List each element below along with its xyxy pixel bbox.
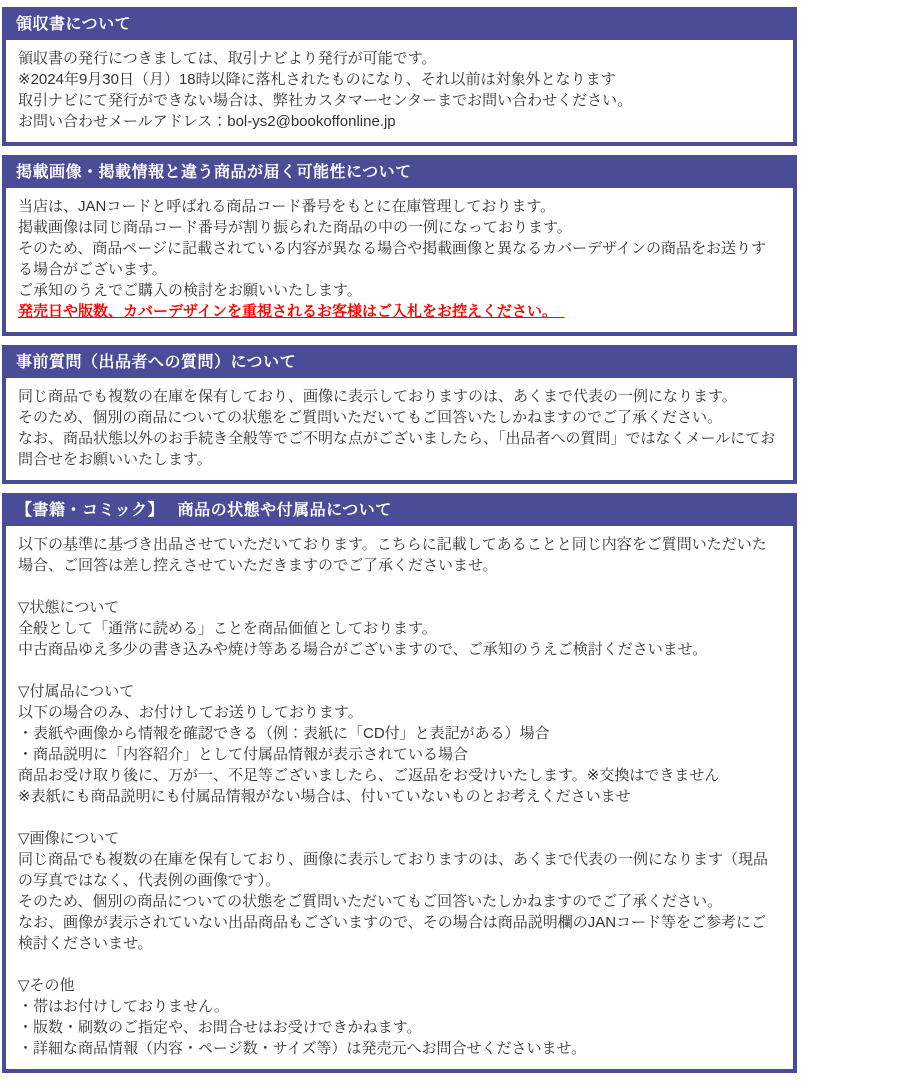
text-line: ・表紙や画像から情報を確認できる（例：表紙に「CD付」と表記がある）場合 (18, 725, 550, 742)
text-line: ・詳細な商品情報（内容・ページ数・サイズ等）は発売元へお問合せくださいませ。 (18, 1040, 587, 1057)
text-line: そのため、商品ページに記載されている内容が異なる場合や掲載画像と異なるカバーデザインの商品をお送りする場合がございます。 (18, 240, 767, 278)
text-line: ・帯はお付けしておりません。 (18, 998, 229, 1015)
text-line: なお、商品状態以外のお手続き全般等でご不明な点がございましたら、「出品者への質問」ではなくメールにてお問合せをお願いいたします。 (18, 430, 776, 468)
text-line: ※2024年9月30日（月）18時以降に落札されたものになり、それ以前は対象外となります (18, 71, 616, 88)
blank-line (18, 954, 781, 975)
section-book-condition-body (6, 526, 793, 1069)
text-line: ▽状態について (18, 599, 120, 616)
text-line: 全般として「通常に読める」ことを商品価値としております。 (18, 620, 437, 637)
text-line: 取引ナビにて発行ができない場合は、弊社カスタマーセンターまでお問い合わせください。 (18, 92, 633, 109)
section-book-condition (2, 493, 797, 1073)
text-line: ▽画像について (18, 830, 120, 847)
text-line: ▽付属品について (18, 683, 135, 700)
section-pre-question (2, 345, 797, 484)
warning-text-line: 発売日や版数、カバーデザインを重視されるお客様はご入札をお控えください。 (18, 303, 550, 320)
blank-line (18, 576, 781, 597)
text-line: お問い合わせメールアドレス：bol-ys2@bookoffonline.jp (18, 113, 396, 130)
text-line: そのため、個別の商品についての状態をご質問いただいてもご回答いたしかねますのでご了承ください。 (18, 409, 723, 426)
blank-line (18, 660, 781, 681)
section-image-mismatch-body (6, 188, 793, 332)
text-line: 同じ商品でも複数の在庫を保有しており、画像に表示しておりますのは、あくまで代表の一例になります（現品の写真ではなく、代表例の画像です）。 (18, 851, 769, 889)
blank-line (18, 807, 781, 828)
text-line: 商品お受け取り後に、万が一、不足等ございましたら、ご返品をお受けいたします。※交換はできません (18, 767, 720, 784)
section-pre-question-body (6, 378, 793, 480)
text-line: ・商品説明に「内容紹介」として付属品情報が表示されている場合 (18, 746, 469, 763)
text-line: 以下の場合のみ、お付けしてお送りしております。 (18, 704, 363, 721)
text-line: 掲載画像は同じ商品コード番号が割り振られた商品の中の一例になっております。 (18, 219, 572, 236)
section-image-mismatch-title: 掲載画像・掲載情報と違う商品が届く可能性について (6, 159, 793, 188)
section-pre-question-title: 事前質問（出品者への質問）について (6, 349, 793, 378)
text-line: 中古商品ゆえ多少の書き込みや焼け等ある場合がございますので、ご承知のうえご検討くださいませ。 (18, 641, 708, 658)
section-receipt-body (6, 40, 793, 142)
text-line: ・版数・刷数のご指定や、お問合せはお受けできかねます。 (18, 1019, 422, 1036)
text-line: 以下の基準に基づき出品させていただいております。こちらに記載してあることと同じ内容をご質問いただいた場合、ご回答は差し控えさせていただきますのでご了承くださいませ。 (18, 536, 767, 574)
section-image-mismatch (2, 155, 797, 336)
text-line: ※表紙にも商品説明にも付属品情報がない場合は、付いていないものとお考えくださいませ (18, 788, 631, 805)
text-line: 当店は、JANコードと呼ばれる商品コード番号をもとに在庫管理しております。 (18, 198, 556, 215)
text-line: ▽その他 (18, 977, 75, 994)
text-line: 領収書の発行につきましては、取引ナビより発行が可能です。 (18, 50, 437, 67)
text-line: そのため、個別の商品についての状態をご質問いただいてもご回答いたしかねますのでご了承ください。 (18, 893, 723, 910)
text-line: 同じ商品でも複数の在庫を保有しており、画像に表示しておりますのは、あくまで代表の一例になります。 (18, 388, 737, 405)
section-receipt-title: 領収書について (6, 11, 793, 40)
text-line: ご承知のうえでご購入の検討をお願いいたします。 (18, 282, 362, 299)
section-receipt (2, 7, 797, 146)
section-book-condition-title: 【書籍・コミック】 商品の状態や付属品について (6, 497, 793, 526)
seller-notice-page (2, 7, 797, 1073)
text-line: なお、画像が表示されていない出品商品もございますので、その場合は商品説明欄のJANコード等をご参考にご検討くださいませ。 (18, 914, 767, 952)
